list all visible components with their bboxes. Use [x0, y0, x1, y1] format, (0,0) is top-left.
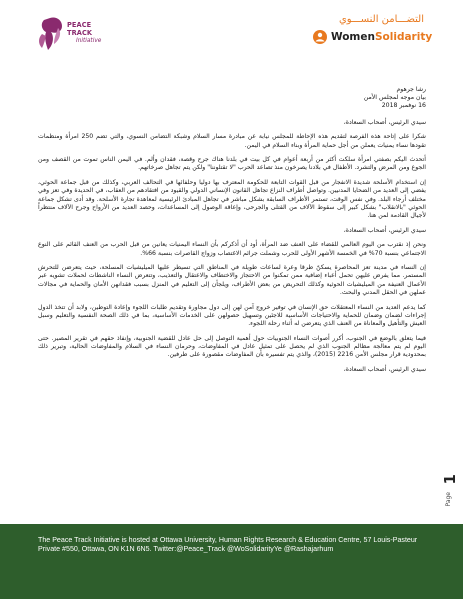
women-solidarity-name-part1: Women	[331, 31, 375, 43]
letter-body	[38, 86, 426, 514]
paragraph: إن استخدام الأسلحة شديدة الانفجار من قبل القوات التابعة للحكومة المعترف بها دوليا وحلفائها في التحالف العربي، وكذلك من قبل جماعة الحوثي، يفضي إلى العديد من الضحايا المدنيين. وتواصل أطراف النزاع تجاهل القانون الإنساني الدولي والقيود من افتقادهم من العقاب، في الحديدة وفي تعز وفي مختلف أرجاء البلد. وفي نفس الوقت، تستمر الأطراف السابقة بشكل مباشر في تجاهل المبادئ الرئيسية لمعاهدة تجارة الأسلحة. وقد أدى تشكل جماعة الحوثي "بالانقلاب" بشكل كبير إلى سقوط الآلاف من القتلى والجرحى، وإعاقة الوصول إلى المساعدات، وحصد العديد من الأرواح وجرح الآلاف منتظراً لأجيال القادمة لمن هنا.	[38, 179, 426, 219]
women-solidarity-arabic-name: التضـــامن النســـوي	[338, 14, 424, 25]
paragraph: شكرا على إتاحة هذه الفرصة لتقديم هذه الإحاطة للمجلس نيابة عن مبادرة مسار السلام وشبكة التضامن النسوي، والتي تضم 250 امرأة ومنظمات تقودها نساء يمنيات يعملن من أجل حماية المرأة وبناء السلام في اليمن.	[38, 133, 426, 149]
dove-figure-icon	[36, 14, 66, 54]
peace-track-tagline: Initiative	[76, 38, 102, 44]
women-solidarity-name-part2: Solidarity	[374, 31, 433, 43]
salutation: سيدي الرئيس، أصحاب السعادة،	[343, 365, 426, 373]
women-solidarity-logo	[312, 14, 432, 50]
paragraph: ونحن إذ نقترب من اليوم العالمي للقضاء على العنف ضد المرأة، أود أن أذكركم بأن النساء اليمنيات يعانين من قبل الحرب من العنف القائم على النوع الاجتماعي بنسبة 70% في الخمسة الأشهر الأولى للحرب وشملت جرائم الاغتصاب وزواج القاصرات بنسبة 66%.	[38, 241, 426, 257]
page-marker	[439, 474, 459, 514]
women-solidarity-name	[331, 31, 432, 43]
peace-track-name: PEACE TRACK	[67, 21, 93, 37]
footer-address: The Peace Track Initiative is hosted at Ottawa University, Human Rights Research & Education Centre, 57 Louis-Pasteur Private #550, Ottawa, ON K1N 6N5. Twitter:@Peace_Track @WoSolidarityYe @Rashajarhum	[38, 536, 418, 554]
paragraph: أتحدث اليكم بصفتي امرأة سلكت أكثر من أربعة أعوام في كل بيت في بلدنا هناك جرح وقصة، فقدان وألم. في اليمن الناس تموت من القصف ومن الجوع ومن المرض والتشرد. الأطفال في بلادنا يصرخون منذ تصاعد الحرب "لا تقتلوننا" ولكن يتم تجاهل صرخاتهم.	[38, 156, 426, 172]
paragraph: إن النساء في مدينة تعز المحاصرة يسكنّ طرقا وعرة لساعات طويلة في المناطق التي تسيطر عليها الميليشيات المسلحة، حيث يتعرضن للتحرش المستمر. مما يفرض عليهن تحمل أعباء إضافية ممن تمكنوا من الاحتجاز والاختطاف والاعتقال والتعذيب، وتتعرض النساء الناشطات لحملات تشويه عبر الأعمال العنيفة من الميليشيات الحوثية وكذلك التحريض من بعض الأطراف، ويلجأن إلى التعليم في المنزل بسبب فقدانهن الأمان والحماية في مجالات عملهن في الحقل المدني والبحث.	[38, 264, 426, 296]
paragraph: فيما يتعلق بالوضع في الجنوب، أكرر أصوات النساء الجنوبيات حول أهمية التوصل إلى حل عادل للقضية الجنوبية، وإنفاذ حقهم في تقرير المصير. حتى اليوم لم يتم معالجة مظالم الجنوب الذي لم يحصل على تمثيل عادل في المفاوضات، وحرمان النساء في السلام والمفاوضات الحالية، وتبرير ذلك بمحدودية قرار مجلس الأمن 2216 (2015)، والذي يتم تفسيره بأن المفاوضات مقصورة على طرفين.	[38, 334, 426, 359]
paragraph: كما يدعم العديد من النساء المعتقلات حق الإنسان في توفير خروج آمن لهن إلى دول مجاورة وتقديم طلبات اللجوء وإعادة التوطين، ولابد أن تتخذ الدول إجراءات لضمان وضمان للحماية والاحتياجات الأساسية للاجئين وتسهيل حصولهن على الخدمات الأساسية، بما في ذلك الصحة النفسية والتعليم وسبل العيش والتأهيل والمعاناة من العنف الذي يتعرضن له أثناء رحلة اللجوء.	[38, 303, 426, 327]
footer	[0, 524, 463, 599]
page-number: 1	[441, 474, 459, 485]
letterhead	[0, 0, 463, 70]
letter-date: 16 نوفمبر 2018	[381, 102, 426, 110]
page-label: Page	[445, 492, 452, 507]
letter-meta	[38, 86, 426, 111]
peace-track-logo	[36, 12, 114, 60]
salutation: سيدي الرئيس، أصحاب السعادة،	[343, 226, 426, 234]
statement-title: بيان موجه لمجلس الأمن	[363, 94, 426, 102]
author-name: رشا جرهوم	[396, 86, 426, 93]
salutation: سيدي الرئيس، أصحاب السعادة،	[343, 118, 426, 126]
solidarity-mark-icon	[312, 29, 328, 45]
